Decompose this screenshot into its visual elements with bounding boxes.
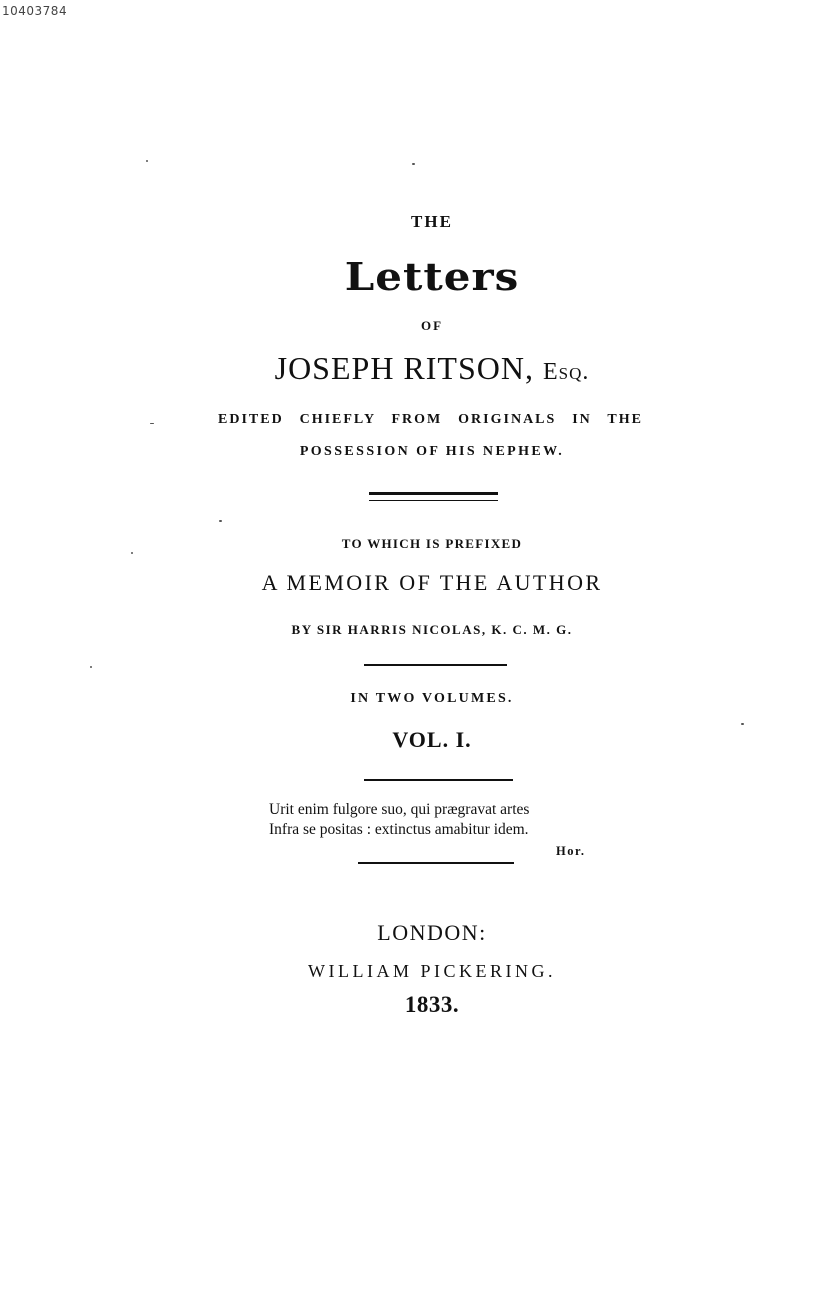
scan-speck <box>146 160 148 162</box>
volumes-line: IN TWO VOLUMES. <box>350 691 514 706</box>
imprint-city: LONDON: <box>377 920 487 945</box>
author-line <box>0 350 821 387</box>
epigraph-attribution: Hor. <box>556 844 586 858</box>
page-id-label: 10403784 <box>2 4 68 18</box>
volume-number: VOL. I. <box>392 727 472 752</box>
epigraph-line-2: Infra se positas : extinctus amabitur idem. <box>269 821 529 838</box>
prefixed-line: TO WHICH IS PREFIXED <box>341 536 523 551</box>
scan-speck <box>219 520 222 522</box>
author-name: JOSEPH RITSON, <box>274 350 534 386</box>
epigraph-line-1: Urit enim fulgore suo, qui prægravat artes <box>269 801 530 818</box>
double-rule-divider <box>369 492 498 501</box>
scan-speck <box>741 723 744 725</box>
author-suffix: Esq. <box>542 359 590 385</box>
scan-speck <box>131 552 133 554</box>
title-the: THE <box>411 212 453 231</box>
memoir-byline: BY SIR HARRIS NICOLAS, K. C. M. G. <box>291 622 573 637</box>
imprint-publisher: WILLIAM PICKERING. <box>308 961 556 981</box>
title-of: OF <box>420 318 444 333</box>
rule-divider-3 <box>358 862 514 864</box>
edited-line-1: EDITED CHIEFLY FROM ORIGINALS IN THE <box>218 412 643 427</box>
rule-divider-2 <box>364 779 513 781</box>
scan-speck <box>90 666 92 668</box>
title-letters: Letters <box>344 253 520 300</box>
rule-divider-1 <box>364 664 507 666</box>
memoir-title: A MEMOIR OF THE AUTHOR <box>261 570 603 595</box>
imprint-year: 1833. <box>404 992 460 1017</box>
edited-line-2: POSSESSION OF HIS NEPHEW. <box>299 444 565 459</box>
scan-speck <box>412 163 415 165</box>
scan-speck <box>150 423 154 424</box>
